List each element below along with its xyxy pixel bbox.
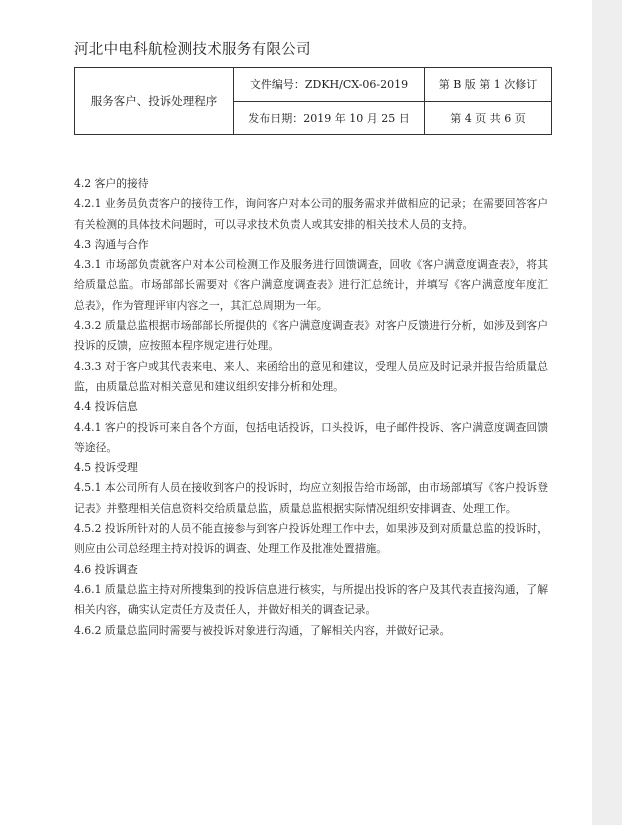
paragraph: 4.4.1 客户的投诉可来自各个方面，包括电话投诉，口头投诉，电子邮件投诉、客户满意度调查回馈等途径。: [74, 420, 548, 454]
section-4-3: [74, 235, 548, 397]
paragraph: 4.3.3 对于客户或其代表来电、来人、来函给出的意见和建议，受理人员应及时记录并报告给质量总监，由质量总监对相关意见和建议组织安排分析和处理。: [74, 359, 548, 393]
section-heading: 4.4 投诉信息: [74, 400, 138, 414]
paragraph: 4.2.1 业务员负责客户的接待工作，询问客户对本公司的服务需求并做相应的记录；在需要回答客户有关检测的具体技术问题时，可以寻求技术负责人或其安排的相关技术人员的支持。: [74, 197, 548, 231]
paragraph: 4.5.1 本公司所有人员在接收到客户的投诉时，均应立刻报告给市场部，由市场部填写《客户投诉登记表》并整理相关信息资料交给质量总监，质量总监根据实际情况组织安排调查、处理工作。: [74, 481, 548, 515]
document-number: 文件编号：ZDKH/CX-06-2019: [234, 68, 425, 102]
paragraph: 4.5.2 投诉所针对的人员不能直接参与到客户投诉处理工作中去，如果涉及到对质量总监的投诉时，则应由公司总经理主持对投诉的调查、处理工作及批准处置措施。: [74, 522, 548, 556]
document-body: [74, 174, 548, 641]
paragraph: 4.6.2 质量总监同时需要与被投诉对象进行沟通，了解相关内容，并做好记录。: [74, 623, 451, 637]
section-heading: 4.3 沟通与合作: [74, 237, 149, 251]
section-4-4: [74, 397, 548, 458]
paragraph: 4.3.2 质量总监根据市场部部长所提供的《客户满意度调查表》对客户反馈进行分析，如涉及到客户投诉的反馈，应按照本程序规定进行处理。: [74, 319, 548, 353]
document-title: 服务客户、投诉处理程序: [75, 68, 234, 135]
section-heading: 4.2 客户的接待: [74, 177, 149, 190]
document-version: 第 B 版 第 1 次修订: [425, 68, 552, 102]
document-header-table: [74, 67, 552, 135]
section-heading: 4.5 投诉受理: [74, 461, 138, 475]
page-number: 第 4 页 共 6 页: [425, 101, 552, 135]
section-4-6: [74, 560, 548, 641]
section-heading: 4.6 投诉调查: [74, 562, 138, 576]
company-name: 河北中电科航检测技术服务有限公司: [74, 42, 311, 58]
paragraph: 4.6.1 质量总监主持对所搜集到的投诉信息进行核实，与所提出投诉的客户及其代表直接沟通，了解相关内容，确实认定责任方及责任人，并做好相关的调查记录。: [74, 582, 548, 617]
section-4-2: [74, 174, 548, 235]
section-4-5: [74, 458, 548, 559]
paragraph: 4.3.1 市场部负责就客户对本公司检测工作及服务进行回馈调查，回收《客户满意度调查表》，将其给质量总监。市场部部长需要对《客户满意度调查表》进行汇总统计，并填写《客户满意度年度汇总表》，作为管理评审内容之一，其汇总周期为一年。: [74, 258, 548, 312]
issue-date: 发布日期：2019 年 10 月 25 日: [234, 101, 425, 135]
